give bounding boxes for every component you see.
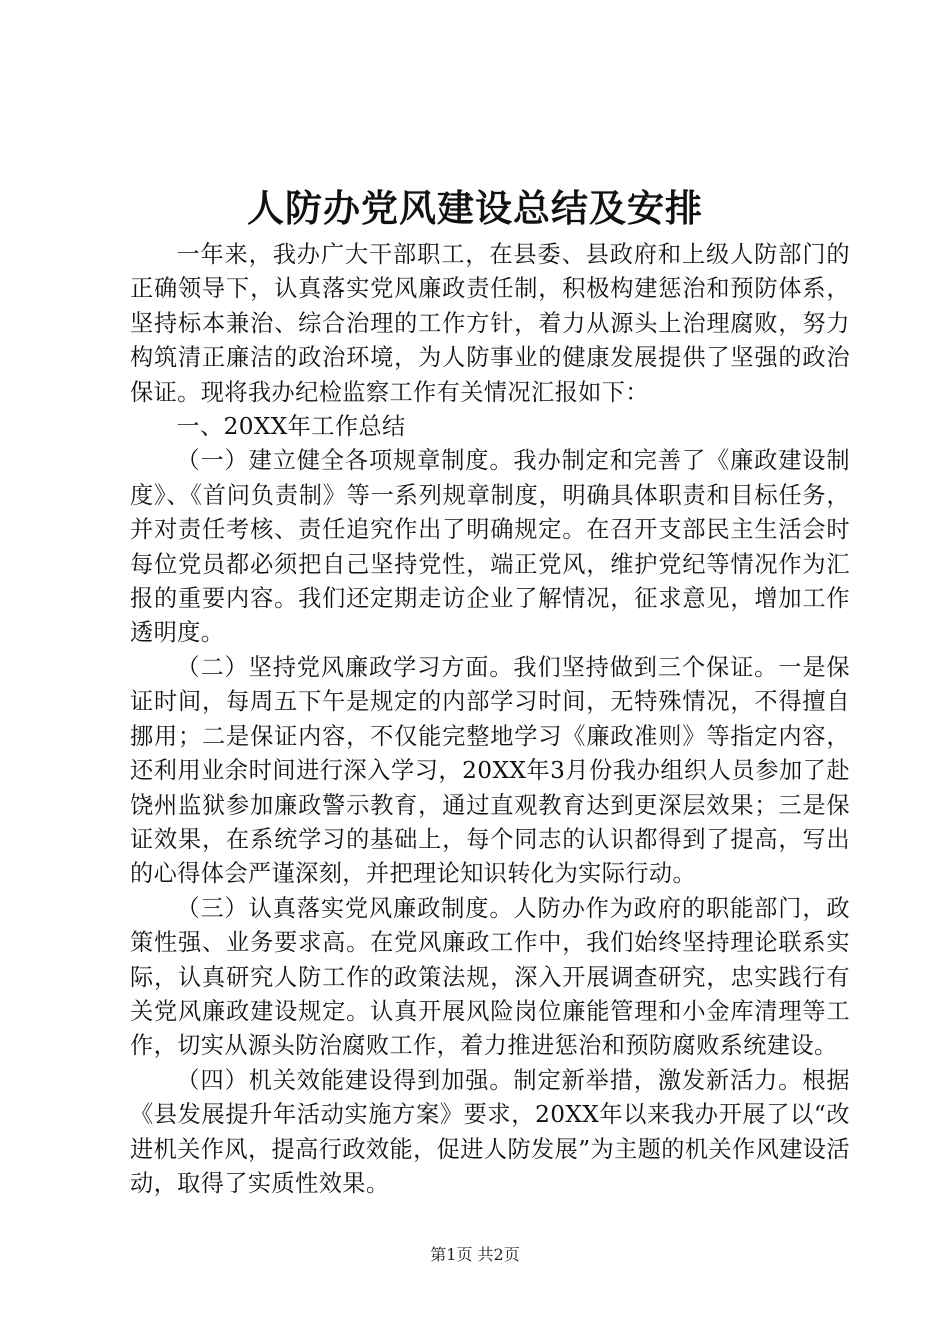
paragraph-intro: 一年来，我办广大干部职工，在县委、县政府和上级人防部门的正确领导下，认真落实党风廉政责任制，积极构建惩治和预防体系，坚持标本兼治、综合治理的工作方针，着力从源头上治理腐败，努力构筑清正廉洁的政治环境，为人防事业的健康发展提供了坚强的政治保证。现将我办纪检监察工作有关情况汇报如下： [130, 241, 850, 406]
paragraph-item-4: （四）机关效能建设得到加强。制定新举措，激发新活力。根据《县发展提升年活动实施方案》要求，20XX年以来我办开展了以“改进机关作风，提高行政效能，促进人防发展”为主题的机关作风建设活动，取得了实质性效果。 [130, 1066, 850, 1197]
section-heading: 一、20XX年工作总结 [176, 413, 406, 441]
document-body [130, 238, 850, 1201]
document-title: 人防办党风建设总结及安排 [247, 186, 703, 230]
paragraph-item-1: （一）建立健全各项规章制度。我办制定和完善了《廉政建设制度》、《首问负责制》等一系列规章制度，明确具体职责和目标任务，并对责任考核、责任追究作出了明确规定。在召开支部民主生活会时每位党员都必须把自己坚持党性，端正党风，维护党纪等情况作为汇报的重要内容。我们还定期走访企业了解情况，征求意见，增加工作透明度。 [130, 447, 850, 647]
paragraph-item-3: （三）认真落实党风廉政制度。人防办作为政府的职能部门，政策性强、业务要求高。在党风廉政工作中，我们始终坚持理论联系实际，认真研究人防工作的政策法规，深入开展调查研究，忠实践行有关党风廉政建设规定。认真开展风险岗位廉能管理和小金库清理等工作，切实从源头防治腐败工作，着力推进惩治和预防腐败系统建设。 [130, 894, 850, 1060]
paragraph-item-2: （二）坚持党风廉政学习方面。我们坚持做到三个保证。一是保证时间，每周五下午是规定的内部学习时间，无特殊情况，不得擅自挪用；二是保证内容，不仅能完整地学习《廉政准则》等指定内容，还利用业余时间进行深入学习，20XX年3月份我办组织人员参加了赴饶州监狱参加廉政警示教育，通过直观教育达到更深层效果；三是保证效果，在系统学习的基础上，每个同志的认识都得到了提高，写出的心得体会严谨深刻，并把理论知识转化为实际行动。 [130, 653, 850, 888]
page-footer: 第1页 共2页 [430, 1245, 520, 1264]
